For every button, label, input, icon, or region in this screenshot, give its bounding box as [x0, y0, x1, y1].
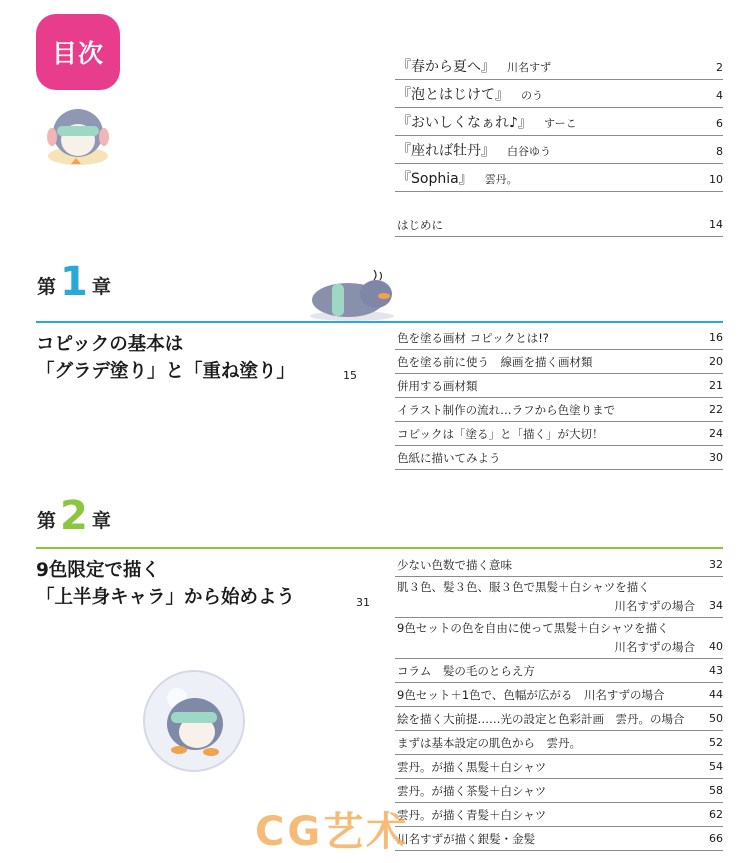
page-number: 30	[709, 451, 723, 464]
toc-item[interactable]: コラム 髪の毛のとらえ方 43	[395, 659, 723, 683]
chapter2-rule	[36, 547, 723, 549]
page-number: 62	[709, 808, 723, 821]
hajimeni-title: はじめに	[397, 218, 443, 232]
chapter2-title: 9色限定で描く 「上半身キャラ」から始めよう	[36, 560, 296, 608]
toc-item[interactable]: 色紙に描いてみよう 30	[395, 446, 723, 470]
page-number: 8	[716, 145, 723, 158]
page-number: 6	[716, 117, 723, 130]
page-number: 44	[709, 688, 723, 701]
toc-item[interactable]: 川名すずが描く銀髪・金髪 66	[395, 827, 723, 851]
toc-item[interactable]: 色を塗る前に使う 線画を描く画材類 20	[395, 350, 723, 374]
toc-item[interactable]: 絵を描く大前提……光の設定と色彩計画 雲丹。の場合 50	[395, 707, 723, 731]
toc-item[interactable]: 肌３色、髪３色、服３色で黒髪＋白シャツを描く 川名すずの場合 34	[395, 577, 723, 618]
page-number: 50	[709, 712, 723, 725]
intro-item[interactable]: 『おいしくなぁれ♪』 すーこ 6	[395, 108, 723, 136]
page-number: 54	[709, 760, 723, 773]
chapter2-list	[395, 553, 723, 851]
toc-item[interactable]: 9色セットの色を自由に使って黒髪＋白シャツを描く 川名すずの場合 40	[395, 618, 723, 659]
page-number: 21	[709, 379, 723, 392]
toc-item[interactable]: コピックは「塗る」と「描く」が大切！ 24	[395, 422, 723, 446]
toc-item[interactable]: 9色セット＋1色で、色幅が広がる 川名すずの場合 44	[395, 683, 723, 707]
page-number: 2	[716, 61, 723, 74]
page-number: 20	[709, 355, 723, 368]
penguin-illustration-lying	[304, 266, 402, 322]
page-number: 40	[709, 640, 723, 653]
toc-badge: 目次	[36, 14, 120, 90]
toc-item[interactable]: 併用する画材類 21	[395, 374, 723, 398]
page-number: 10	[709, 173, 723, 186]
page-number: 24	[709, 427, 723, 440]
toc-item[interactable]: まずは基本設定の肌色から 雲丹。 52	[395, 731, 723, 755]
toc-item[interactable]: イラスト制作の流れ…ラフから色塗りまで 22	[395, 398, 723, 422]
chapter2-page: 31	[356, 596, 370, 609]
intro-item[interactable]: 『春から夏へ』 川名すず 2	[395, 48, 723, 80]
chapter1-page: 15	[343, 369, 357, 382]
toc-item[interactable]: 少ない色数で描く意味 32	[395, 553, 723, 577]
page-number: 16	[709, 331, 723, 344]
page-number: 58	[709, 784, 723, 797]
page-number: 4	[716, 89, 723, 102]
chapter1-title: コピックの基本は 「グラデ塗り」と「重ね塗り」	[36, 334, 296, 382]
chapter1-heading: 第 1 章	[37, 259, 111, 305]
toc-item[interactable]: 雲丹。が描く青髪＋白シャツ 62	[395, 803, 723, 827]
penguin-illustration-bubble	[141, 668, 247, 774]
page-number: 32	[709, 558, 723, 571]
page-number: 14	[709, 218, 723, 231]
toc-item[interactable]: 色を塗る画材 コピックとは!? 16	[395, 327, 723, 350]
intro-item[interactable]: 『Sophia』 雲丹。 10	[395, 164, 723, 192]
intro-item[interactable]: 『泡とはじけて』 のう 4	[395, 80, 723, 108]
intro-list	[395, 48, 723, 192]
chapter1-list	[395, 327, 723, 470]
page-number: 66	[709, 832, 723, 845]
toc-item[interactable]: 雲丹。が描く黒髪＋白シャツ 54	[395, 755, 723, 779]
hajimeni-row[interactable]	[395, 212, 723, 237]
watermark: CG艺术	[255, 809, 410, 855]
toc-item[interactable]: 雲丹。が描く茶髪＋白シャツ 58	[395, 779, 723, 803]
chapter2-heading: 第 2 章	[37, 493, 111, 539]
penguin-illustration-top	[42, 100, 114, 166]
page-number: 22	[709, 403, 723, 416]
page-number: 34	[709, 599, 723, 612]
chapter1-rule	[36, 321, 723, 323]
page-number: 52	[709, 736, 723, 749]
page-number: 43	[709, 664, 723, 677]
intro-item[interactable]: 『座れば牡丹』 白谷ゆう 8	[395, 136, 723, 164]
